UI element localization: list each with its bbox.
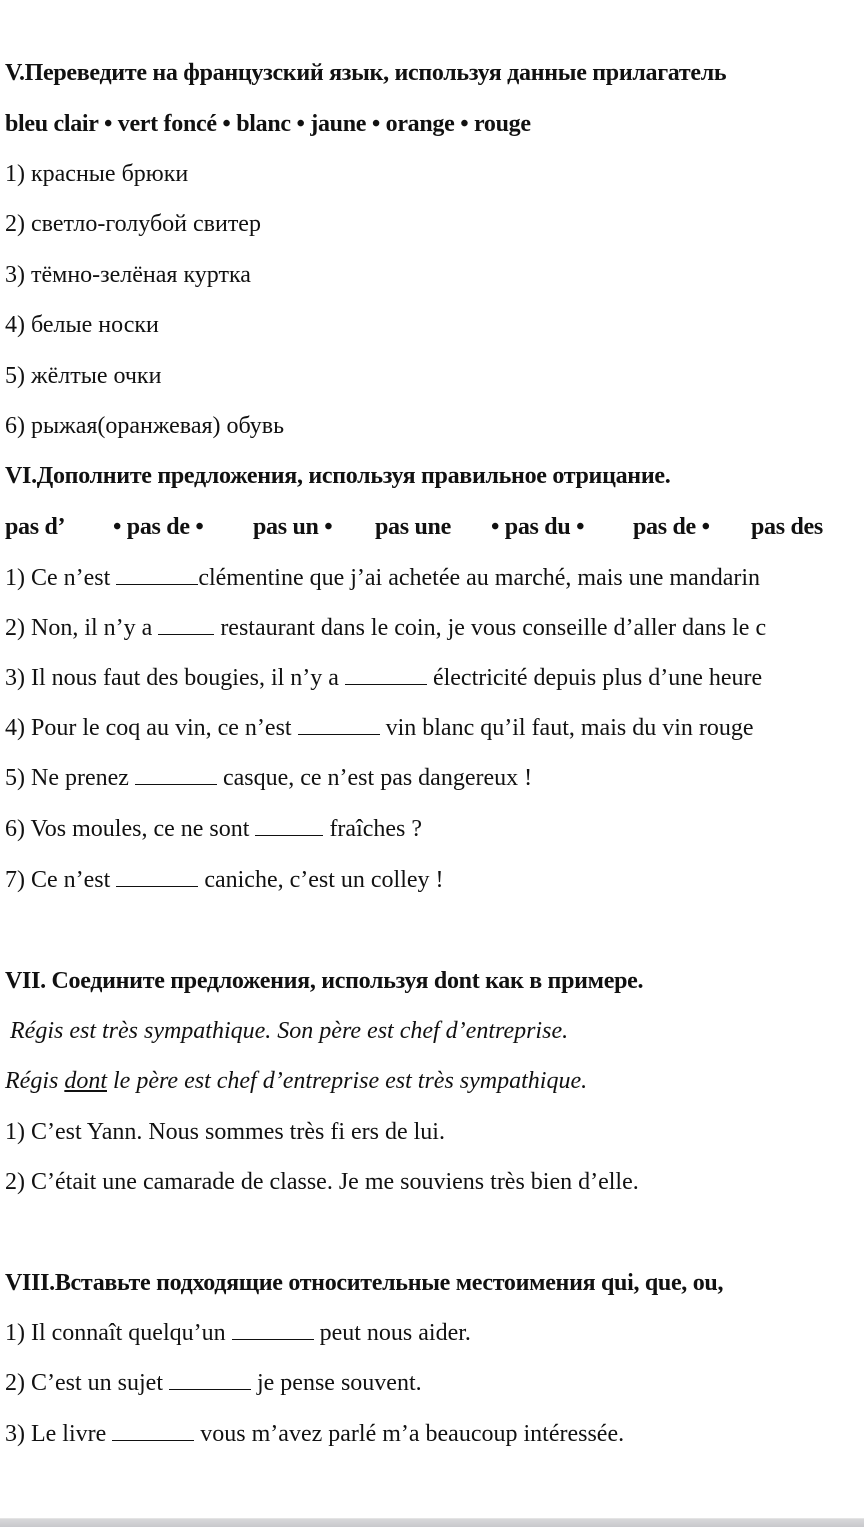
- item-text-before: 4) Pour le coq au vin, ce n’est: [5, 715, 298, 741]
- answer-blank[interactable]: [232, 1319, 314, 1340]
- item-text-after: électricité depuis plus d’une heure: [426, 665, 763, 691]
- exercise-item: 3) тёмно-зелёная куртка: [5, 262, 251, 288]
- bullet-separator: •: [371, 111, 380, 137]
- exercise-item: [5, 1318, 471, 1348]
- section-6-word-bank: [5, 512, 823, 542]
- answer-blank[interactable]: [158, 614, 214, 635]
- bullet-separator: •: [460, 111, 469, 137]
- answer-blank[interactable]: [112, 1420, 194, 1441]
- example-answer: [5, 1066, 587, 1096]
- exercise-item: [5, 663, 762, 693]
- exercise-item: 2) C’était une camarade de classe. Je me souviens très bien d’elle.: [5, 1169, 639, 1195]
- exercise-item: 4) белые носки: [5, 312, 159, 338]
- exercise-item: [5, 1368, 422, 1398]
- item-text-before: 2) Non, il n’y a: [5, 615, 159, 641]
- bullet-separator: •: [103, 111, 113, 137]
- answer-blank[interactable]: [135, 764, 217, 785]
- item-text-before: 1) Il connaît quelqu’un: [5, 1320, 232, 1346]
- answer-blank[interactable]: [116, 564, 198, 585]
- exercise-item: [5, 865, 444, 895]
- word-option: bleu clair: [5, 111, 99, 137]
- example-sentence: Régis est très sympathique. Son père est chef d’entreprise.: [10, 1018, 569, 1044]
- answer-blank[interactable]: [116, 866, 198, 887]
- word-option: pas de •: [633, 514, 710, 540]
- section-6-title: VI.Дополните предложения, используя правильное отрицание.: [5, 463, 671, 489]
- item-text-before: 1) Ce n’est: [5, 565, 117, 591]
- exercise-item: 2) светло-голубой свитер: [5, 211, 261, 237]
- word-option: orange: [385, 111, 455, 137]
- bullet-separator: •: [222, 111, 231, 137]
- word-option: pas des: [751, 514, 823, 540]
- item-text-before: 3) Il nous faut des bougies, il n’y a: [5, 665, 345, 691]
- exercise-item: [5, 1419, 624, 1449]
- word-option: rouge: [474, 111, 531, 137]
- item-text-before: 5) Ne prenez: [5, 765, 135, 791]
- section-5-title: V.Переведите на французский язык, используя данные прилагатель: [5, 60, 727, 86]
- example-text: Régis: [5, 1068, 65, 1094]
- item-text-after: fraîches ?: [323, 816, 423, 842]
- word-option: • pas du •: [491, 514, 585, 540]
- answer-blank[interactable]: [255, 815, 323, 836]
- answer-blank[interactable]: [345, 664, 427, 685]
- item-text-before: 7) Ce n’est: [5, 867, 117, 893]
- item-text-before: 2) C’est un sujet: [5, 1370, 169, 1396]
- item-text-after: restaurant dans le coin, je vous conseille d’aller dans le c: [214, 615, 767, 641]
- item-text-after: caniche, c’est un colley !: [198, 867, 444, 893]
- exercise-item: 1) красные брюки: [5, 161, 189, 187]
- answer-blank[interactable]: [169, 1369, 251, 1390]
- word-option: pas une: [375, 514, 451, 540]
- section-7-title: VII. Соедините предложения, используя dont как в примере.: [5, 968, 644, 994]
- item-text-before: 6) Vos moules, ce ne sont: [5, 816, 256, 842]
- item-text-after: vin blanc qu’il faut, mais du vin rouge: [379, 715, 754, 741]
- word-option: • pas de •: [113, 514, 204, 540]
- bullet-separator: •: [296, 111, 305, 137]
- section-8-title: VIII.Вставьте подходящие относительные местоимения qui, que, ou,: [5, 1270, 724, 1296]
- word-option: jaune: [310, 111, 367, 137]
- example-text: le père est chef d’entreprise est très sympathique.: [107, 1068, 588, 1094]
- exercise-item: 1) C’est Yann. Nous sommes très fi ers de lui.: [5, 1119, 445, 1145]
- exercise-item: [5, 613, 766, 643]
- section-5-word-bank: [5, 109, 531, 139]
- exercise-item: [5, 814, 422, 844]
- exercise-item: [5, 713, 754, 743]
- item-text-after: casque, ce n’est pas dangereux !: [216, 765, 533, 791]
- item-text-after: peut nous aider.: [313, 1320, 471, 1346]
- word-option: pas un •: [253, 514, 333, 540]
- item-text-after: clémentine que j’ai achetée au marché, mais une mandarin: [198, 565, 761, 591]
- item-text-before: 3) Le livre: [5, 1421, 113, 1447]
- word-option: pas d’: [5, 514, 66, 540]
- exercise-item: 5) жёлтые очки: [5, 363, 162, 389]
- item-text-after: vous m’avez parlé m’a beaucoup intéressée.: [194, 1421, 625, 1447]
- example-underlined-word: dont: [64, 1068, 107, 1094]
- exercise-item: 6) рыжая(оранжевая) обувь: [5, 413, 285, 439]
- answer-blank[interactable]: [298, 714, 380, 735]
- word-option: vert foncé: [117, 111, 217, 137]
- exercise-item: [5, 763, 532, 793]
- word-option: blanc: [236, 111, 291, 137]
- item-text-after: je pense souvent.: [250, 1370, 422, 1396]
- exercise-item: [5, 563, 760, 593]
